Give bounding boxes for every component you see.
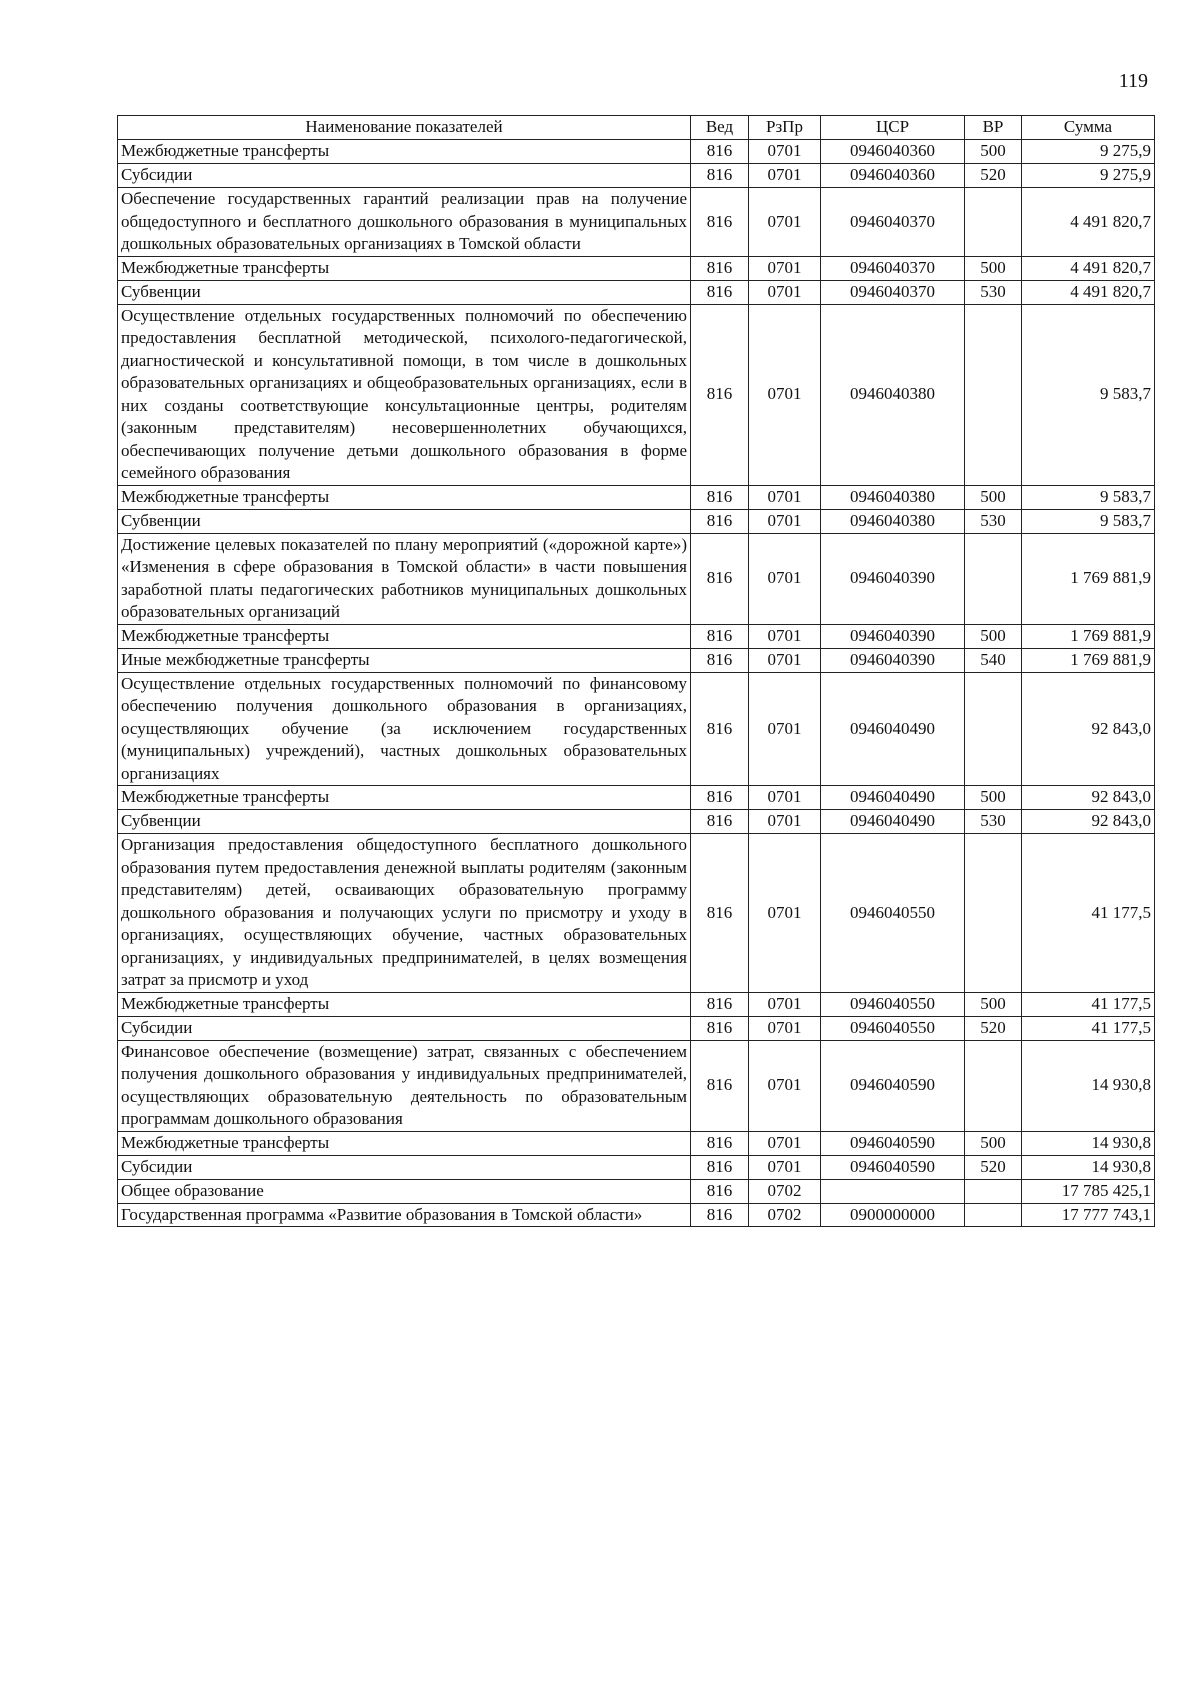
cell-rzpr: 0701: [749, 624, 821, 648]
cell-name: Межбюджетные трансферты: [118, 256, 691, 280]
cell-ved: 816: [691, 648, 749, 672]
cell-ved: 816: [691, 786, 749, 810]
table-row: [118, 834, 1155, 993]
table-row: [118, 786, 1155, 810]
cell-sum: 4 491 820,7: [1022, 280, 1155, 304]
table-row: [118, 256, 1155, 280]
cell-sum: 1 769 881,9: [1022, 533, 1155, 624]
cell-name: Осуществление отдельных государственных полномочий по обеспечению предоставления бесплатной методической, психолого-педагогической, диагностической и консультативной помощи, в том числе в дошкольных образовательных организациях и общеобразовательных организациях, если в них созданы соответствующие консультационные центры, родителям (законным представителям) несовершеннолетних обучающихся, обеспечивающих получение детьми дошкольного образования в форме семейного образования: [118, 304, 691, 485]
cell-ved: 816: [691, 1179, 749, 1203]
table-row: [118, 1179, 1155, 1203]
table-row: [118, 140, 1155, 164]
table-row: [118, 1131, 1155, 1155]
cell-vr: 540: [965, 648, 1022, 672]
cell-rzpr: 0701: [749, 485, 821, 509]
cell-rzpr: 0701: [749, 304, 821, 485]
cell-csr: 0946040590: [821, 1040, 965, 1131]
cell-vr: 500: [965, 624, 1022, 648]
table-row: [118, 624, 1155, 648]
header-ved: Вед: [691, 116, 749, 140]
cell-csr: [821, 1179, 965, 1203]
cell-csr: 0946040490: [821, 786, 965, 810]
cell-ved: 816: [691, 188, 749, 257]
cell-csr: 0946040590: [821, 1155, 965, 1179]
cell-sum: 41 177,5: [1022, 834, 1155, 993]
table-row: [118, 164, 1155, 188]
table-row: [118, 304, 1155, 485]
cell-rzpr: 0701: [749, 1131, 821, 1155]
cell-vr: 530: [965, 509, 1022, 533]
cell-vr: [965, 1040, 1022, 1131]
cell-name: Организация предоставления общедоступного бесплатного дошкольного образования путем предоставления денежной выплаты родителям (законным представителям) детей, осваивающих образовательную программу дошкольного образования и получающих услуги по присмотру и уходу в организациях, осуществляющих обучение, частных образовательных организациях, у индивидуальных предпринимателей, в целях возмещения затрат за присмотр и уход: [118, 834, 691, 993]
table-row: [118, 810, 1155, 834]
cell-csr: 0946040550: [821, 1016, 965, 1040]
cell-vr: [965, 1203, 1022, 1227]
cell-rzpr: 0701: [749, 256, 821, 280]
cell-sum: 92 843,0: [1022, 810, 1155, 834]
page-number: 119: [1118, 70, 1148, 92]
cell-vr: [965, 672, 1022, 786]
cell-rzpr: 0701: [749, 648, 821, 672]
cell-sum: 1 769 881,9: [1022, 624, 1155, 648]
cell-sum: 41 177,5: [1022, 1016, 1155, 1040]
cell-csr: 0946040370: [821, 280, 965, 304]
table-row: [118, 1040, 1155, 1131]
table-row: [118, 1155, 1155, 1179]
cell-ved: 816: [691, 1203, 749, 1227]
cell-name: Иные межбюджетные трансферты: [118, 648, 691, 672]
cell-csr: 0946040370: [821, 188, 965, 257]
cell-vr: 500: [965, 256, 1022, 280]
cell-sum: 17 785 425,1: [1022, 1179, 1155, 1203]
cell-vr: [965, 533, 1022, 624]
cell-csr: 0946040390: [821, 648, 965, 672]
cell-csr: 0946040380: [821, 304, 965, 485]
cell-csr: 0900000000: [821, 1203, 965, 1227]
table-row: [118, 1016, 1155, 1040]
cell-csr: 0946040390: [821, 624, 965, 648]
cell-sum: 9 583,7: [1022, 485, 1155, 509]
cell-sum: 14 930,8: [1022, 1040, 1155, 1131]
cell-name: Межбюджетные трансферты: [118, 485, 691, 509]
cell-ved: 816: [691, 533, 749, 624]
cell-ved: 816: [691, 834, 749, 993]
cell-ved: 816: [691, 1016, 749, 1040]
cell-name: Субсидии: [118, 164, 691, 188]
cell-rzpr: 0701: [749, 280, 821, 304]
cell-rzpr: 0701: [749, 140, 821, 164]
cell-vr: 530: [965, 280, 1022, 304]
cell-ved: 816: [691, 624, 749, 648]
cell-ved: 816: [691, 992, 749, 1016]
cell-vr: [965, 188, 1022, 257]
cell-csr: 0946040590: [821, 1131, 965, 1155]
table-row: [118, 672, 1155, 786]
table-row: [118, 648, 1155, 672]
header-csr: ЦСР: [821, 116, 965, 140]
cell-ved: 816: [691, 256, 749, 280]
cell-vr: 500: [965, 786, 1022, 810]
cell-ved: 816: [691, 672, 749, 786]
cell-csr: 0946040380: [821, 509, 965, 533]
cell-vr: 520: [965, 1155, 1022, 1179]
cell-csr: 0946040370: [821, 256, 965, 280]
cell-vr: 530: [965, 810, 1022, 834]
cell-name: Достижение целевых показателей по плану мероприятий («дорожной карте») «Изменения в сфере образования в Томской области» в части повышения заработной платы педагогических работников муниципальных дошкольных образовательных организаций: [118, 533, 691, 624]
cell-vr: [965, 834, 1022, 993]
table-row: [118, 509, 1155, 533]
table-row: [118, 485, 1155, 509]
cell-vr: 500: [965, 992, 1022, 1016]
cell-name: Субвенции: [118, 509, 691, 533]
cell-name: Субвенции: [118, 280, 691, 304]
cell-ved: 816: [691, 280, 749, 304]
cell-ved: 816: [691, 1131, 749, 1155]
cell-rzpr: 0702: [749, 1179, 821, 1203]
table-row: [118, 533, 1155, 624]
cell-rzpr: 0701: [749, 672, 821, 786]
cell-name: Обеспечение государственных гарантий реализации прав на получение общедоступного и бесплатного дошкольного образования в муниципальных дошкольных образовательных организациях в Томской области: [118, 188, 691, 257]
cell-ved: 816: [691, 485, 749, 509]
cell-name: Межбюджетные трансферты: [118, 624, 691, 648]
header-sum: Сумма: [1022, 116, 1155, 140]
cell-sum: 92 843,0: [1022, 672, 1155, 786]
cell-name: Межбюджетные трансферты: [118, 786, 691, 810]
cell-sum: 4 491 820,7: [1022, 256, 1155, 280]
cell-name: Общее образование: [118, 1179, 691, 1203]
cell-rzpr: 0701: [749, 188, 821, 257]
cell-rzpr: 0701: [749, 992, 821, 1016]
cell-ved: 816: [691, 1155, 749, 1179]
cell-csr: 0946040550: [821, 834, 965, 993]
cell-rzpr: 0701: [749, 533, 821, 624]
cell-sum: 92 843,0: [1022, 786, 1155, 810]
cell-vr: 520: [965, 164, 1022, 188]
cell-vr: 500: [965, 140, 1022, 164]
cell-sum: 17 777 743,1: [1022, 1203, 1155, 1227]
cell-ved: 816: [691, 164, 749, 188]
cell-rzpr: 0701: [749, 1040, 821, 1131]
cell-sum: 9 275,9: [1022, 164, 1155, 188]
cell-vr: 520: [965, 1016, 1022, 1040]
cell-csr: 0946040380: [821, 485, 965, 509]
table-row: [118, 992, 1155, 1016]
cell-csr: 0946040550: [821, 992, 965, 1016]
cell-ved: 816: [691, 509, 749, 533]
header-vr: ВР: [965, 116, 1022, 140]
cell-name: Субвенции: [118, 810, 691, 834]
cell-sum: 4 491 820,7: [1022, 188, 1155, 257]
cell-csr: 0946040360: [821, 140, 965, 164]
cell-ved: 816: [691, 810, 749, 834]
cell-ved: 816: [691, 1040, 749, 1131]
cell-sum: 14 930,8: [1022, 1131, 1155, 1155]
cell-sum: 9 583,7: [1022, 509, 1155, 533]
cell-sum: 41 177,5: [1022, 992, 1155, 1016]
cell-csr: 0946040490: [821, 810, 965, 834]
cell-name: Субсидии: [118, 1155, 691, 1179]
header-name: Наименование показателей: [118, 116, 691, 140]
cell-vr: [965, 304, 1022, 485]
cell-name: Государственная программа «Развитие образования в Томской области»: [118, 1203, 691, 1227]
cell-rzpr: 0701: [749, 164, 821, 188]
cell-ved: 816: [691, 140, 749, 164]
cell-vr: [965, 1179, 1022, 1203]
table-row: [118, 280, 1155, 304]
cell-name: Осуществление отдельных государственных полномочий по финансовому обеспечению получения дошкольного образования в организациях, осуществляющих обучение (за исключением государственных (муниципальных) учреждений), частных дошкольных образовательных организациях: [118, 672, 691, 786]
cell-rzpr: 0701: [749, 810, 821, 834]
table-header-row: [118, 116, 1155, 140]
cell-rzpr: 0701: [749, 509, 821, 533]
cell-rzpr: 0701: [749, 1155, 821, 1179]
cell-name: Субсидии: [118, 1016, 691, 1040]
table-row: [118, 1203, 1155, 1227]
cell-sum: 9 275,9: [1022, 140, 1155, 164]
cell-name: Межбюджетные трансферты: [118, 140, 691, 164]
table-row: [118, 188, 1155, 257]
cell-sum: 9 583,7: [1022, 304, 1155, 485]
cell-rzpr: 0702: [749, 1203, 821, 1227]
cell-vr: 500: [965, 1131, 1022, 1155]
cell-vr: 500: [965, 485, 1022, 509]
cell-rzpr: 0701: [749, 1016, 821, 1040]
cell-sum: 1 769 881,9: [1022, 648, 1155, 672]
cell-rzpr: 0701: [749, 786, 821, 810]
cell-csr: 0946040490: [821, 672, 965, 786]
budget-table: [117, 115, 1155, 1227]
cell-csr: 0946040360: [821, 164, 965, 188]
cell-name: Межбюджетные трансферты: [118, 1131, 691, 1155]
header-rzpr: РзПр: [749, 116, 821, 140]
cell-ved: 816: [691, 304, 749, 485]
cell-rzpr: 0701: [749, 834, 821, 993]
cell-name: Финансовое обеспечение (возмещение) затрат, связанных с обеспечением получения дошкольного образования у индивидуальных предпринимателей, осуществляющих образовательную деятельность по образовательным программам дошкольного образования: [118, 1040, 691, 1131]
cell-csr: 0946040390: [821, 533, 965, 624]
cell-sum: 14 930,8: [1022, 1155, 1155, 1179]
cell-name: Межбюджетные трансферты: [118, 992, 691, 1016]
